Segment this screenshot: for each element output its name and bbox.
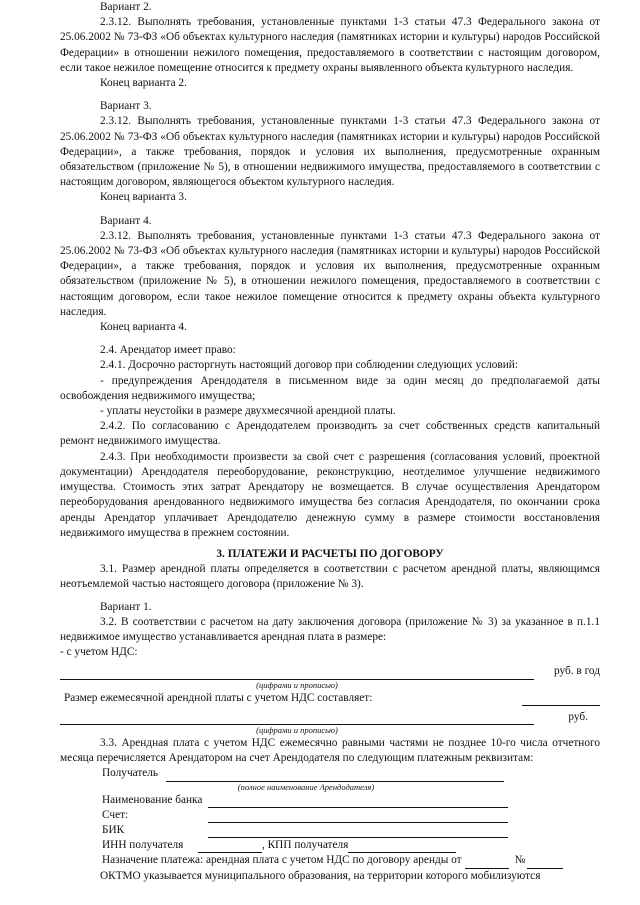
bik-row (102, 823, 600, 838)
kpp-label: , КПП получателя (262, 839, 349, 852)
contract-date-field[interactable] (465, 857, 509, 869)
variant-3-block (60, 99, 600, 205)
clause-3-1: 3.1. Размер арендной платы определяется в соответствии с расчетом арендной платы, являющимся неотъемлемой частью настоящего договора (приложение № 3). (60, 563, 600, 591)
recipient-row (102, 766, 600, 781)
monthly-label-row (60, 691, 600, 706)
oktmo-text: ОКТМО указывается муниципального образования, на территории которого мобилизуются (100, 869, 541, 882)
variant-2-start: Вариант 2. (100, 1, 152, 13)
clause-3-2: 3.2. В соответствии с расчетом на дату заключения договора (приложение № 3) за указанное в п.1.1 недвижимое имущество устанавливается арендная плата в размере: (60, 615, 600, 643)
variant-3-start: Вариант 3. (100, 100, 152, 113)
clause-3-3: 3.3. Арендная плата с учетом НДС ежемесячно равными частями не позднее 10-го числа отчетного месяца перечисляется Арендатором на счет Арендодателя по следующим платежным реквизитам: (60, 736, 600, 765)
yearly-amount-field[interactable] (60, 668, 534, 680)
recipient-field[interactable] (166, 770, 504, 782)
monthly-top-field[interactable] (522, 694, 600, 706)
variant-2-text: 2.3.12. Выполнять требования, установленные пунктами 1-3 статьи 47.3 Федерального закона от 25.06.2002 № 73-ФЗ «Об объектах культурного наследия (памятниках истории и культуры) народов Российской Федерации» в отношении нежилого помещения, предоставляемого в соответствии с настоящим договором, если такое нежилое помещение относится к предмету охраны выявленного объекта культурного наследия. (60, 16, 600, 74)
variant-4-text: 2.3.12. Выполнять требования, установленные пунктами 1-3 статьи 47.3 Федерального закона от 25.06.2002 № 73-ФЗ «Об объектах культурного наследия (памятниках истории и культуры) народов Российской Федерации», а также требования, порядок и условия их выполнения, предусмотренные охранным обязательством (приложение № 5), в отношении нежилого помещения, предоставляемого в соответствии с настоящим договором, если такое нежилое помещение относится к предмету охраны объекта культурного наследия. (60, 229, 600, 318)
number-sign: № (514, 854, 526, 867)
yearly-amount-caption: (цифрами и прописью) (256, 679, 338, 690)
rights-condition-notice: - предупреждения Арендодателя в письменном виде за один месяц до предполагаемой даты освобождения недвижимого имущества; (60, 374, 600, 402)
bik-field[interactable] (208, 826, 508, 838)
variant-4-end: Конец варианта 4. (100, 321, 187, 334)
variant-2-end: Конец варианта 2. (100, 77, 187, 90)
variant-4-block (60, 214, 600, 336)
variant-3-text: 2.3.12. Выполнять требования, установленные пунктами 1-3 статьи 47.3 Федерального закона от 25.06.2002 № 73-ФЗ «Об объектах культурного наследия (памятниках истории и культуры) народов Российской Федерации», а также требования, порядок и условия их выполнения, предусмотренные охранным обязательством (приложение № 5), в отношении недвижимого имущества, предоставляемого в соответствии с настоящим договором, являющегося объектом культурного наследия. (60, 115, 600, 189)
monthly-amount-field[interactable] (60, 713, 534, 725)
inn-label: ИНН получателя (102, 839, 184, 852)
purpose-row (102, 853, 600, 868)
purpose-label: Назначение платежа: арендная плата с учетом НДС по договору аренды от (102, 854, 462, 867)
monthly-amount-caption: (цифрами и прописью) (256, 724, 338, 735)
rights-2-4-3: 2.4.3. При необходимости произвести за свой счет с разрешения (согласования условий, проектной документации) Арендодателя переоборудование, реконструкцию, неотделимое улучшение недвижимого имущества. Стоимость этих затрат Арендатору не возмещается. В случае осуществления Арендатором переоборудования арендованного недвижимого имущества без согласия Арендодателя, по окончании срока аренды Арендатор уплачивает Арендодателю денежную сумму в размере стоимости восстановления недвижимого имущества в прежнем состоянии. (60, 450, 600, 539)
rub-label: руб. (568, 710, 588, 723)
payment-details (60, 766, 600, 868)
account-field[interactable] (208, 811, 508, 823)
rights-condition-penalty: - уплаты неустойки в размере двухмесячной арендной платы. (100, 405, 396, 418)
vat-label: - с учетом НДС: (60, 646, 138, 659)
monthly-label: Размер ежемесячной арендной платы с учетом НДС составляет: (64, 691, 373, 704)
bik-label: БИК (102, 823, 125, 836)
variant-2-block (60, 0, 600, 91)
bank-row (102, 793, 600, 808)
kpp-field[interactable] (348, 841, 456, 853)
rights-2-4-2: 2.4.2. По согласованию с Арендодателем производить за счет собственных средств капитальный ремонт недвижимого имущества. (60, 420, 600, 448)
account-row (102, 808, 600, 823)
bank-field[interactable] (208, 796, 508, 808)
monthly-amount-row (60, 710, 600, 725)
yearly-amount-row (60, 664, 600, 679)
variant-3-end: Конец варианта 3. (100, 191, 187, 204)
per-year-label: руб. в год (554, 665, 600, 678)
recipient-label: Получатель (102, 767, 159, 780)
rights-heading: 2.4. Арендатор имеет право: (100, 344, 236, 357)
account-label: Счет: (102, 808, 129, 821)
document-page (60, 0, 600, 884)
variant-4-start: Вариант 4. (100, 214, 152, 227)
bank-label: Наименование банка (102, 793, 203, 806)
section-3-title: 3. ПЛАТЕЖИ И РАСЧЕТЫ ПО ДОГОВОРУ (216, 547, 444, 560)
rights-2-4-1: 2.4.1. Досрочно расторгнуть настоящий договор при соблюдении следующих условий: (100, 359, 518, 372)
recipient-caption: (полное наименование Арендодателя) (237, 781, 375, 792)
inn-kpp-row (102, 838, 600, 853)
inn-field[interactable] (198, 841, 262, 853)
contract-number-field[interactable] (527, 857, 563, 869)
tenant-rights (60, 343, 600, 541)
variant-1-start: Вариант 1. (100, 600, 152, 613)
